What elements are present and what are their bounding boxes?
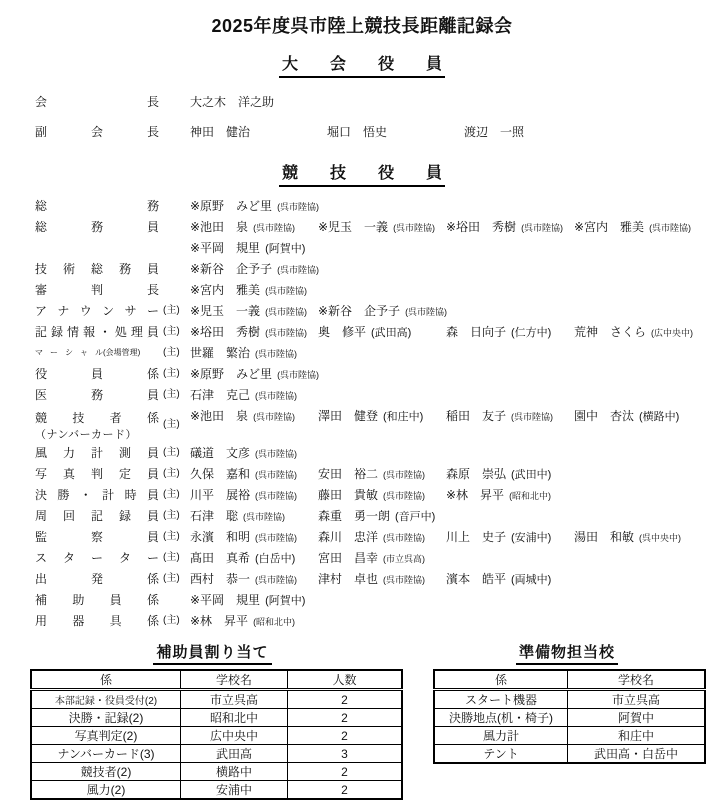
officer-member bbox=[327, 117, 460, 147]
officer-names bbox=[190, 485, 724, 506]
officer-affiliation: (呉市陸協) bbox=[265, 328, 308, 338]
officer-affiliation: (横路中) bbox=[639, 411, 680, 423]
officer-row bbox=[35, 485, 724, 506]
officer-affiliation: (呉市陸協) bbox=[255, 449, 298, 459]
role-suffix: (会場管理) bbox=[103, 348, 141, 357]
principal-marker: (主) bbox=[163, 468, 180, 479]
table-row bbox=[31, 727, 402, 745]
officer-row bbox=[35, 259, 724, 280]
officer-affiliation: (和庄中) bbox=[383, 411, 424, 423]
principal-marker bbox=[163, 117, 190, 147]
officer-member bbox=[446, 406, 570, 427]
officer-row bbox=[35, 301, 724, 322]
officer-affiliation: (呉市陸協) bbox=[253, 412, 296, 422]
table-cell: 決勝・記録(2) bbox=[31, 709, 181, 727]
officer-affiliation: (呉市陸協) bbox=[393, 223, 436, 233]
helper-table-title: 補助員割り当て bbox=[153, 641, 271, 665]
table-cell: テント bbox=[434, 745, 568, 764]
officer-member bbox=[446, 322, 570, 343]
principal-marker: (主) bbox=[163, 510, 180, 521]
column-header: 学校名 bbox=[568, 670, 706, 690]
officer-names bbox=[190, 87, 724, 117]
principal-marker: (主) bbox=[163, 389, 180, 400]
table-row bbox=[31, 781, 402, 800]
table-cell: 市立呉高 bbox=[181, 690, 288, 709]
officer-row bbox=[35, 280, 724, 301]
principal-marker: (主) bbox=[163, 489, 180, 500]
table-cell: 2 bbox=[288, 690, 403, 709]
officer-member bbox=[446, 464, 570, 485]
officer-name: 礒道 文彦 bbox=[190, 446, 251, 460]
officer-names bbox=[190, 364, 724, 385]
preparation-block bbox=[433, 641, 701, 800]
officer-row bbox=[35, 343, 724, 364]
officer-affiliation: (呉市陸協) bbox=[511, 412, 554, 422]
officer-affiliation: (阿賀中) bbox=[265, 595, 306, 607]
officer-member bbox=[574, 527, 698, 548]
officer-affiliation: (広中央中) bbox=[651, 328, 694, 338]
officer-affiliation: (阿賀中) bbox=[265, 243, 306, 255]
officer-name: 津村 卓也 bbox=[318, 572, 379, 586]
officer-row bbox=[35, 569, 724, 590]
officer-member bbox=[190, 364, 319, 385]
principal-marker: (主) bbox=[163, 573, 180, 584]
officer-row bbox=[35, 590, 724, 611]
role-second-line: （ナンバーカード） bbox=[35, 429, 137, 441]
officer-member bbox=[446, 569, 570, 590]
principal-marker: (主) bbox=[163, 615, 180, 626]
table-cell: 2 bbox=[288, 781, 403, 800]
bottom-tables bbox=[30, 641, 724, 800]
officer-member bbox=[446, 485, 570, 506]
officer-member bbox=[318, 464, 442, 485]
officer-names bbox=[190, 117, 724, 147]
helper-assignment-block bbox=[30, 641, 395, 800]
officer-name: 西村 恭一 bbox=[190, 572, 251, 586]
officer-member bbox=[464, 117, 597, 147]
officer-names bbox=[190, 569, 724, 590]
section-heading-taikai: 大 会 役 員 bbox=[279, 51, 445, 78]
officer-role: 副 会 長 bbox=[35, 125, 159, 139]
officer-member bbox=[190, 238, 314, 259]
officer-affiliation: (呉市陸協) bbox=[255, 349, 298, 359]
officer-role: 総 務 員 bbox=[35, 220, 159, 234]
officer-name: 髙田 真希 bbox=[190, 551, 251, 565]
officer-member bbox=[318, 527, 442, 548]
officer-affiliation: (呉市陸協) bbox=[243, 512, 286, 522]
officer-member bbox=[190, 301, 314, 322]
officer-role: 競 技 者 係 （ナンバーカード） bbox=[35, 406, 163, 443]
principal-marker bbox=[163, 196, 190, 217]
officer-member bbox=[190, 590, 314, 611]
officer-row bbox=[35, 611, 724, 632]
officer-role: 記 録 情 報 ・ 処 理 員 bbox=[35, 325, 159, 339]
officer-affiliation: (武田中) bbox=[511, 469, 552, 481]
taikai-officers-list bbox=[0, 87, 724, 147]
officer-member bbox=[318, 217, 442, 238]
officer-name: ※宮内 雅美 bbox=[190, 283, 261, 297]
officer-row bbox=[35, 385, 724, 406]
officer-member bbox=[190, 506, 314, 527]
principal-marker: (主) bbox=[163, 418, 180, 430]
officer-member bbox=[190, 485, 314, 506]
officer-row bbox=[35, 443, 724, 464]
column-header: 人数 bbox=[288, 670, 403, 690]
principal-marker: (主) bbox=[163, 326, 180, 337]
principal-marker: (主) bbox=[163, 368, 180, 379]
officer-role: 会 長 bbox=[35, 95, 159, 109]
officer-affiliation: (仁方中) bbox=[511, 327, 552, 339]
officer-member bbox=[318, 406, 442, 427]
table-row bbox=[31, 763, 402, 781]
officer-names bbox=[190, 464, 724, 485]
officer-name: ※﨏田 秀樹 bbox=[190, 325, 261, 339]
officer-names bbox=[190, 443, 724, 464]
officer-names bbox=[190, 385, 724, 406]
officer-role: 審 判 長 bbox=[35, 283, 159, 297]
officer-name: 森原 崇弘 bbox=[446, 467, 507, 481]
officer-name: 宮田 昌幸 bbox=[318, 551, 379, 565]
officer-name: 森 日向子 bbox=[446, 325, 507, 339]
officer-role: 補 助 員 係 bbox=[35, 593, 159, 607]
officer-role: 技 術 総 務 員 bbox=[35, 262, 159, 276]
table-row bbox=[31, 709, 402, 727]
officer-names bbox=[190, 548, 724, 569]
officer-role: 監 察 員 bbox=[35, 530, 159, 544]
officer-role: 役 員 係 bbox=[35, 367, 159, 381]
officer-member bbox=[318, 485, 442, 506]
table-row bbox=[31, 690, 402, 709]
officer-role: マ ー シ ャ ル (会場管理) bbox=[35, 343, 163, 364]
officer-names bbox=[190, 280, 724, 301]
officer-member bbox=[190, 385, 314, 406]
officer-names bbox=[190, 611, 724, 632]
officer-name: ※﨏田 秀樹 bbox=[446, 220, 517, 234]
officer-role: 出 発 係 bbox=[35, 572, 159, 586]
kyogi-officers-list bbox=[0, 196, 724, 632]
table-cell: 2 bbox=[288, 709, 403, 727]
officer-member bbox=[318, 506, 442, 527]
column-header: 係 bbox=[31, 670, 181, 690]
officer-affiliation: (呉市陸協) bbox=[255, 470, 298, 480]
table-row bbox=[31, 745, 402, 763]
officer-row bbox=[35, 506, 724, 527]
officer-names bbox=[190, 301, 724, 322]
officer-member bbox=[190, 217, 314, 238]
officer-name: ※池田 泉 bbox=[190, 409, 249, 423]
officer-member bbox=[318, 569, 442, 590]
officer-affiliation: (呉市陸協) bbox=[265, 286, 308, 296]
officer-names bbox=[190, 322, 724, 343]
principal-marker bbox=[163, 590, 190, 611]
officer-member bbox=[190, 443, 314, 464]
officer-name: 園中 杏汰 bbox=[574, 409, 635, 423]
meet-title: 2025年度呉市陸上競技長距離記録会 bbox=[211, 16, 513, 36]
officer-name: ※平岡 規里 bbox=[190, 593, 261, 607]
officer-role: 決 勝 ・ 計 時 員 bbox=[35, 488, 159, 502]
table-cell: 競技者(2) bbox=[31, 763, 181, 781]
table-cell: 市立呉高 bbox=[568, 690, 706, 709]
officer-affiliation: (呉市陸協) bbox=[277, 370, 320, 380]
officer-member bbox=[190, 117, 323, 147]
officer-names bbox=[190, 343, 724, 364]
column-header: 学校名 bbox=[181, 670, 288, 690]
officer-member bbox=[318, 548, 442, 569]
helper-assignment-table bbox=[30, 669, 403, 800]
officer-affiliation: (音戸中) bbox=[395, 511, 436, 523]
officer-name: 藤田 貴敏 bbox=[318, 488, 379, 502]
officer-member bbox=[190, 464, 314, 485]
officer-member bbox=[190, 548, 314, 569]
officer-name: ※宮内 雅美 bbox=[574, 220, 645, 234]
officer-member bbox=[190, 259, 319, 280]
officer-affiliation: (呉市陸協) bbox=[405, 307, 448, 317]
principal-marker: (主) bbox=[163, 531, 180, 542]
officer-row bbox=[35, 322, 724, 343]
officer-name: 澤田 健登 bbox=[318, 409, 379, 423]
officer-name: ※平岡 規里 bbox=[190, 241, 261, 255]
officer-affiliation: (昭和北中) bbox=[509, 491, 552, 501]
officer-affiliation: (両城中) bbox=[511, 574, 552, 586]
officer-member bbox=[190, 280, 314, 301]
officer-member bbox=[574, 322, 698, 343]
officer-affiliation: (呉市陸協) bbox=[253, 223, 296, 233]
officer-row bbox=[35, 87, 724, 117]
preparation-table bbox=[433, 669, 706, 764]
officer-role: 周 回 記 録 員 bbox=[35, 509, 159, 523]
table-cell: 昭和北中 bbox=[181, 709, 288, 727]
officer-name: 世羅 繁治 bbox=[190, 346, 251, 360]
officer-affiliation: (呉市陸協) bbox=[255, 575, 298, 585]
principal-marker: (主) bbox=[163, 552, 180, 563]
officer-member bbox=[190, 611, 314, 632]
officer-member bbox=[190, 406, 314, 427]
officer-name: ※林 昇平 bbox=[190, 614, 249, 628]
officer-name: ※原野 みど里 bbox=[190, 199, 273, 213]
officer-member bbox=[574, 406, 698, 427]
officer-name: 久保 嘉和 bbox=[190, 467, 251, 481]
officer-affiliation: (呉市陸協) bbox=[383, 533, 426, 543]
principal-marker: (主) bbox=[163, 305, 180, 316]
officer-member bbox=[190, 196, 319, 217]
table-cell: 2 bbox=[288, 727, 403, 745]
officer-names bbox=[190, 406, 724, 443]
officer-role: 風 力 計 測 員 bbox=[35, 446, 159, 460]
officer-member bbox=[190, 87, 323, 117]
officer-name: 大之木 洋之助 bbox=[190, 95, 275, 109]
officer-row bbox=[35, 548, 724, 569]
officer-row bbox=[35, 464, 724, 485]
officer-affiliation: (呉市陸協) bbox=[277, 202, 320, 212]
table-cell: 広中央中 bbox=[181, 727, 288, 745]
table-cell: 本部記録・役員受付(2) bbox=[31, 690, 181, 709]
officer-name: ※林 昇平 bbox=[446, 488, 505, 502]
officer-affiliation: (呉市陸協) bbox=[649, 223, 692, 233]
officer-name: 川平 展裕 bbox=[190, 488, 251, 502]
officer-name: ※池田 泉 bbox=[190, 220, 249, 234]
officer-name: 永濱 和明 bbox=[190, 530, 251, 544]
officer-affiliation: (白岳中) bbox=[255, 553, 296, 565]
officer-affiliation: (呉市陸協) bbox=[383, 575, 426, 585]
officer-row bbox=[35, 364, 724, 385]
officer-name: 奥 修平 bbox=[318, 325, 367, 339]
officer-member bbox=[190, 343, 314, 364]
officer-member bbox=[190, 527, 314, 548]
principal-marker: (主) bbox=[163, 347, 180, 358]
officer-affiliation: (呉市陸協) bbox=[255, 491, 298, 501]
officer-name: ※新谷 企予子 bbox=[190, 262, 273, 276]
officer-names bbox=[190, 259, 724, 280]
officer-names bbox=[190, 506, 724, 527]
officer-affiliation: (呉市陸協) bbox=[265, 307, 308, 317]
table-cell: ナンバーカード(3) bbox=[31, 745, 181, 763]
officer-name: ※新谷 企予子 bbox=[318, 304, 401, 318]
officer-name: ※児玉 一義 bbox=[318, 220, 389, 234]
officer-name: ※原野 みど里 bbox=[190, 367, 273, 381]
table-cell: 安浦中 bbox=[181, 781, 288, 800]
officer-member bbox=[318, 301, 447, 322]
table-header-row bbox=[434, 670, 705, 690]
principal-marker bbox=[163, 259, 190, 280]
officer-name: 稲田 友子 bbox=[446, 409, 507, 423]
table-cell: 2 bbox=[288, 763, 403, 781]
officer-row bbox=[35, 527, 724, 548]
principal-marker: (主) bbox=[163, 447, 180, 458]
officer-affiliation: (武田高) bbox=[371, 327, 412, 339]
officer-name: 森重 勇一朗 bbox=[318, 509, 391, 523]
officer-role: 写 真 判 定 員 bbox=[35, 467, 159, 481]
officer-role: 医 務 員 bbox=[35, 388, 159, 402]
officer-name: 安田 裕二 bbox=[318, 467, 379, 481]
officer-name: 湯田 和敏 bbox=[574, 530, 635, 544]
officer-affiliation: (呉市陸協) bbox=[383, 491, 426, 501]
table-header-row bbox=[31, 670, 402, 690]
officer-row bbox=[35, 406, 724, 443]
officer-name: 森川 忠洋 bbox=[318, 530, 379, 544]
officer-affiliation: (呉市陸協) bbox=[255, 533, 298, 543]
principal-marker bbox=[163, 87, 190, 117]
officer-name: 荒神 さくら bbox=[574, 325, 647, 339]
officer-affiliation: (安浦中) bbox=[511, 532, 552, 544]
officer-affiliation: (呉中央中) bbox=[639, 533, 682, 543]
officer-affiliation: (呉市陸協) bbox=[255, 391, 298, 401]
officer-names bbox=[190, 527, 724, 548]
officer-name: 神田 健治 bbox=[190, 125, 251, 139]
officer-member bbox=[318, 322, 442, 343]
principal-marker bbox=[163, 217, 190, 259]
table-cell: 決勝地点(机・椅子) bbox=[434, 709, 568, 727]
section-heading-kyogi: 競 技 役 員 bbox=[279, 160, 445, 187]
officer-names bbox=[190, 590, 724, 611]
officer-name: 川上 史子 bbox=[446, 530, 507, 544]
officer-role: 用 器 具 係 bbox=[35, 614, 159, 628]
officer-member bbox=[190, 322, 314, 343]
section-taikai-heading-wrap bbox=[0, 51, 724, 78]
table-cell: 風力(2) bbox=[31, 781, 181, 800]
officer-names bbox=[190, 196, 724, 217]
table-row bbox=[434, 745, 705, 764]
officer-affiliation: (昭和北中) bbox=[253, 617, 296, 627]
officer-row bbox=[35, 196, 724, 217]
table-cell: 阿賀中 bbox=[568, 709, 706, 727]
officer-affiliation: (呉市陸協) bbox=[277, 265, 320, 275]
officer-affiliation: (呉市陸協) bbox=[383, 470, 426, 480]
officer-name: 石津 克己 bbox=[190, 388, 251, 402]
table-cell: 和庄中 bbox=[568, 727, 706, 745]
table-row bbox=[434, 727, 705, 745]
column-header: 係 bbox=[434, 670, 568, 690]
officer-name: 渡辺 一照 bbox=[464, 125, 525, 139]
officer-name: ※児玉 一義 bbox=[190, 304, 261, 318]
table-cell: スタート機器 bbox=[434, 690, 568, 709]
table-cell: 風力計 bbox=[434, 727, 568, 745]
officer-affiliation: (市立呉高) bbox=[383, 554, 426, 564]
officer-row bbox=[35, 117, 724, 147]
table-row bbox=[434, 709, 705, 727]
table-cell: 武田高 bbox=[181, 745, 288, 763]
officer-role: ア ナ ウ ン サ ー bbox=[35, 304, 159, 318]
officer-names bbox=[190, 217, 724, 259]
officer-role: 総 務 bbox=[35, 199, 159, 213]
officer-member bbox=[190, 569, 314, 590]
principal-marker bbox=[163, 280, 190, 301]
officer-member bbox=[574, 217, 698, 238]
officer-member bbox=[446, 217, 570, 238]
table-row bbox=[434, 690, 705, 709]
officer-member bbox=[446, 527, 570, 548]
table-cell: 写真判定(2) bbox=[31, 727, 181, 745]
officer-name: 堀口 悟史 bbox=[327, 125, 388, 139]
section-kyogi-heading-wrap bbox=[0, 160, 724, 187]
prep-table-title: 準備物担当校 bbox=[516, 641, 618, 665]
table-cell: 武田高・白岳中 bbox=[568, 745, 706, 764]
officer-name: 石津 聡 bbox=[190, 509, 239, 523]
table-cell: 3 bbox=[288, 745, 403, 763]
officer-affiliation: (呉市陸協) bbox=[521, 223, 564, 233]
officer-role: ス タ ー タ ー bbox=[35, 551, 159, 565]
officer-name: 濱本 皓平 bbox=[446, 572, 507, 586]
officer-row bbox=[35, 217, 724, 259]
table-cell: 横路中 bbox=[181, 763, 288, 781]
